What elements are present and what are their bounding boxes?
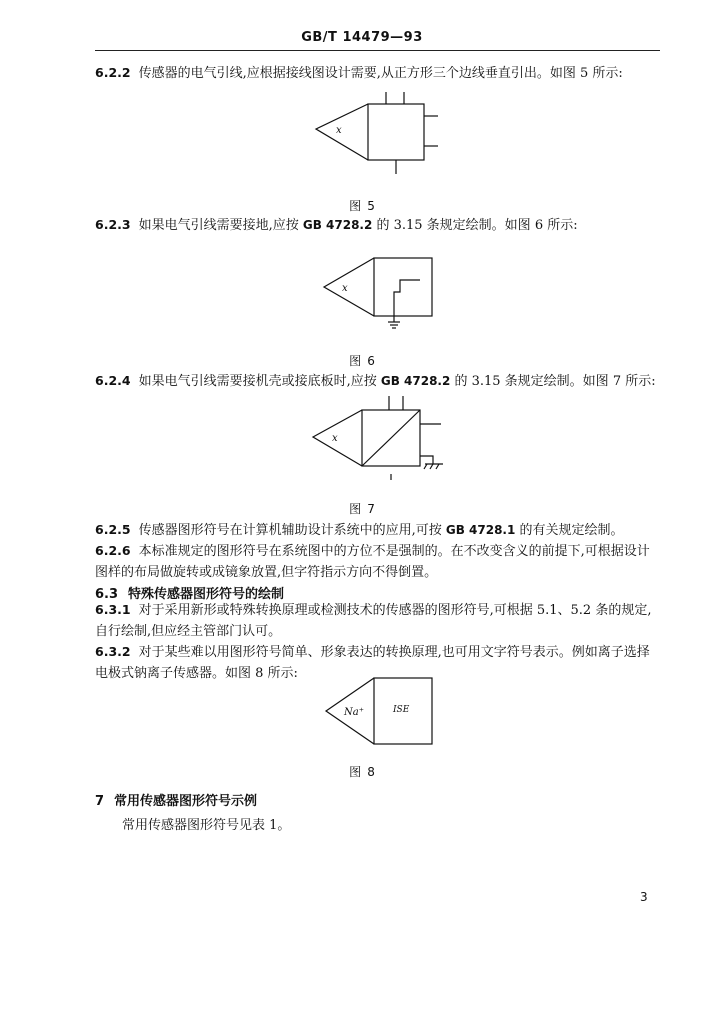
sensor-square <box>368 104 424 160</box>
chassis-hatch-2 <box>430 464 433 469</box>
figure-7-caption: 图 7 <box>349 502 375 516</box>
input-label: x <box>332 433 338 444</box>
figure-8-caption: 图 8 <box>349 765 375 779</box>
section-text: 传感器的电气引线,应根据接线图设计需要,从正方形三个边线垂直引出。如图 5 所示: <box>138 66 623 81</box>
section-6-2-3: 6.2.3 如果电气引线需要接地,应按 GB 4728.2 的 3.15 条规定绘制。如图 6 所示: <box>95 217 578 233</box>
document-header: GB/T 14479—93 <box>301 30 423 45</box>
section-7-heading: 7 常用传感器图形符号示例 <box>95 794 258 809</box>
chassis-hatch-3 <box>436 464 439 469</box>
section-number: 6.2.5 <box>95 522 131 537</box>
sensor-triangle <box>316 104 368 160</box>
figure-7-diagram <box>305 392 455 488</box>
sensor-triangle <box>324 258 374 316</box>
figure-5-caption: 图 5 <box>349 199 375 213</box>
section-number: 6.3.2 <box>95 644 131 659</box>
section-6-3-2: 6.3.2 对于某些难以用图形符号简单、形象表达的转换原理,也可用文字符号表示。例如离子选择电极式钠离子传感器。如图 8 所示: <box>95 644 650 681</box>
ground-lead <box>394 280 420 316</box>
section-6-3-heading: 6.3 特殊传感器图形符号的绘制 <box>95 587 285 602</box>
figure-5-diagram <box>300 88 460 180</box>
standard-ref: GB 4728.2 <box>302 218 373 232</box>
diagonal-line <box>362 410 420 466</box>
figure-8-diagram <box>318 674 438 750</box>
section-6-2-4: 6.2.4 如果电气引线需要接机壳或接底板时,应按 GB 4728.2 的 3.15 条规定绘制。如图 7 所示: <box>95 373 656 389</box>
box-label: ISE <box>393 705 410 715</box>
figure-6-caption: 图 6 <box>349 354 375 368</box>
sensor-square <box>374 258 432 316</box>
section-number: 6.3.1 <box>95 602 131 617</box>
section-6-2-5: 6.2.5 传感器图形符号在计算机辅助设计系统中的应用,可按 GB 4728.1 的有关规定绘制。 <box>95 522 624 538</box>
input-label: Na⁺ <box>344 707 364 718</box>
section-6-2-6: 6.2.6 本标准规定的图形符号在系统图中的方位不是强制的。在不改变含义的前提下,可根据设计图样的布局做旋转或成镜象放置,但字符指示方向不得倒置。 <box>95 543 650 580</box>
input-label: x <box>336 125 342 136</box>
header-rule <box>95 50 660 51</box>
section-7-body: 常用传感器图形符号见表 1。 <box>122 818 291 833</box>
section-number: 6.2.3 <box>95 217 131 232</box>
section-6-2-2 <box>95 62 660 84</box>
figure-6-diagram <box>310 250 450 332</box>
standard-ref: GB 4728.2 <box>380 374 451 388</box>
page-number: 3 <box>640 890 648 904</box>
chassis-hatch-1 <box>424 464 427 469</box>
input-label: x <box>342 283 348 294</box>
section-6-3-1: 6.3.1 对于采用新形或特殊转换原理或检测技术的传感器的图形符号,可根据 5.1、5.2 条的规定,自行绘制,但应经主管部门认可。 <box>95 602 652 639</box>
chassis-lead <box>420 456 433 464</box>
standard-ref: GB 4728.1 <box>445 523 516 537</box>
section-number: 6.2.2 <box>95 65 131 80</box>
section-number: 6.2.4 <box>95 373 131 388</box>
section-number: 6.2.6 <box>95 543 131 558</box>
